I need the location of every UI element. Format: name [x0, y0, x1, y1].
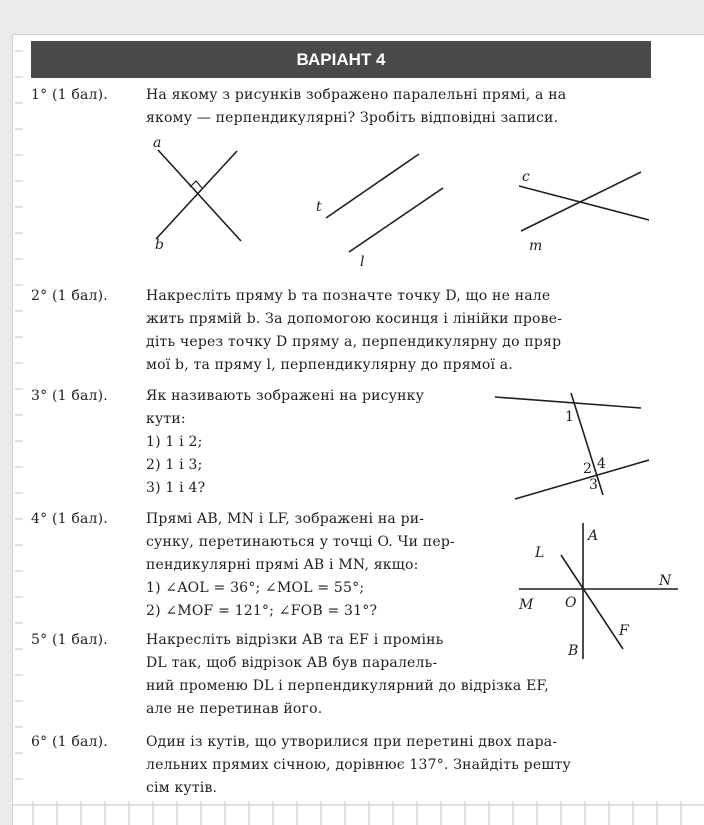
task-2-text	[146, 285, 562, 377]
task-5-text	[146, 629, 549, 721]
task-4-option: 1) ∠AOL = 36°; ∠MOL = 55°;	[146, 580, 365, 596]
bottom-grid	[13, 797, 704, 825]
point-m: M	[519, 597, 534, 613]
task-4-line: сунку, перетинаються у точці O. Чи пер-	[146, 534, 455, 550]
task-1-text	[146, 84, 566, 130]
angle-2: 2	[583, 461, 592, 477]
task-2-line: діть через точку D пряму a, перпендикулярну до пряр	[146, 334, 562, 350]
task-4-option: 2) ∠MOF = 121°; ∠FOB = 31°?	[146, 603, 378, 619]
task-3-text	[146, 385, 424, 500]
task-2-line: Накресліть пряму b та позначте точку D, що не нале	[146, 288, 551, 304]
task-1-line: якому — перпендикулярні? Зробіть відповідні записи.	[146, 110, 559, 126]
point-n: N	[659, 573, 672, 589]
task-5-line: Накресліть відрізки AB та EF і промінь	[146, 632, 444, 648]
task-3-line: кути:	[146, 411, 186, 427]
angle-1: 1	[565, 409, 574, 425]
label-l: l	[360, 254, 365, 270]
task-4-label: 4° (1 бал).	[31, 511, 108, 527]
point-b: B	[568, 643, 579, 659]
label-a: a	[153, 135, 162, 151]
task-5-line: ний променю DL і перпендикулярний до відрізка EF,	[146, 678, 549, 694]
task-3-option: 1) 1 і 2;	[146, 434, 203, 450]
task-5-line: але не перетинав його.	[146, 701, 323, 717]
task-1-line: На якому з рисунків зображено паралельні прямі, а на	[146, 87, 567, 103]
line-c	[519, 186, 649, 220]
variant-title: ВАРІАНТ 4	[31, 41, 651, 78]
task-3-option: 3) 1 і 4?	[146, 480, 206, 496]
line-lower	[515, 460, 649, 499]
task-4-line: Прямі AB, MN і LF, зображені на ри-	[146, 511, 425, 527]
task-6-line: сім кутів.	[146, 780, 218, 796]
task-5-line: DL так, щоб відрізок AB був паралель-	[146, 655, 438, 671]
task-3-option: 2) 1 і 3;	[146, 457, 203, 473]
task-2-line: жить прямій b. За допомогою косинця і лінійки прове-	[146, 311, 563, 327]
task-2-line: мої b, та пряму l, перпендикулярну до прямої a.	[146, 357, 513, 373]
task-3-figure	[493, 385, 653, 505]
point-o: O	[565, 595, 577, 611]
task-6-label: 6° (1 бал).	[31, 734, 108, 750]
task-1-label: 1° (1 бал).	[31, 87, 108, 103]
task-3-label: 3° (1 бал).	[31, 388, 108, 404]
label-m: m	[529, 238, 543, 254]
transversal	[571, 393, 603, 495]
task-3-line: Як називають зображені на рисунку	[146, 388, 425, 404]
point-a: A	[588, 528, 599, 544]
angle-3: 3	[589, 477, 598, 493]
line-upper	[495, 397, 641, 408]
task-6-line: Один із кутів, що утворилися при перетині двох пара-	[146, 734, 558, 750]
worksheet-page	[12, 34, 704, 825]
line-t	[326, 154, 419, 218]
task-2-label: 2° (1 бал).	[31, 288, 108, 304]
margin-ticks	[13, 35, 33, 825]
point-f: F	[619, 623, 629, 639]
task-1-figures	[133, 135, 673, 275]
task-6-text	[146, 731, 571, 800]
line-m	[521, 172, 641, 231]
parallel-lines-figure	[316, 154, 443, 270]
task-4-line: пендикулярні прямі AB і MN, якщо:	[146, 557, 419, 573]
label-t: t	[316, 199, 322, 215]
point-l: L	[535, 545, 545, 561]
task-4-text	[146, 508, 455, 623]
angle-4: 4	[597, 456, 606, 472]
task-6-line: лельних прямих січною, дорівнює 137°. Знайдіть решту	[146, 757, 571, 773]
perpendicular-lines-figure	[153, 135, 241, 253]
intersecting-lines-figure	[519, 169, 649, 254]
line-a	[158, 150, 241, 241]
line-b	[156, 151, 237, 239]
task-5-label: 5° (1 бал).	[31, 632, 108, 648]
label-b: b	[155, 237, 164, 253]
line-l	[349, 188, 443, 252]
label-c: c	[522, 169, 530, 185]
